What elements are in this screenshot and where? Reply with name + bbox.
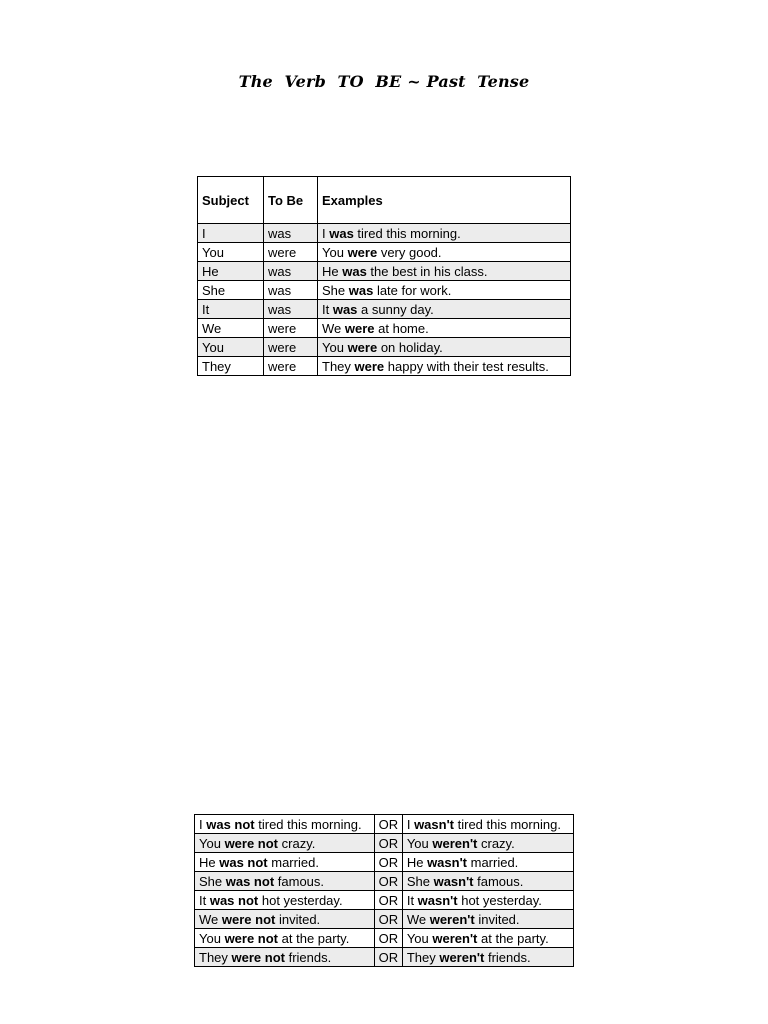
sentence-text: tired this morning. bbox=[254, 816, 362, 832]
sentence-text: He bbox=[199, 854, 220, 870]
full-negative-cell bbox=[195, 815, 375, 834]
page-title: The Verb TO BE ~ Past Tense bbox=[238, 72, 530, 91]
example-text: You bbox=[322, 339, 348, 355]
negative-verb: were not bbox=[224, 930, 279, 946]
table-row bbox=[195, 815, 574, 834]
or-cell: OR bbox=[375, 872, 403, 891]
table-row bbox=[195, 948, 574, 967]
example-verb: were bbox=[344, 320, 375, 336]
table-row bbox=[198, 319, 571, 338]
example-text: on holiday. bbox=[377, 339, 443, 355]
sentence-text: famous. bbox=[473, 873, 524, 889]
verb-cell: were bbox=[264, 243, 318, 262]
contracted-verb: weren't bbox=[429, 911, 475, 927]
sentence-text: He bbox=[406, 854, 428, 870]
contracted-verb: weren't bbox=[439, 949, 485, 965]
example-text: tired this morning. bbox=[353, 225, 461, 241]
sentence-text: You bbox=[406, 835, 433, 851]
full-negative-cell bbox=[195, 929, 375, 948]
verb-cell: were bbox=[264, 338, 318, 357]
contracted-verb: wasn't bbox=[414, 816, 454, 832]
example-text: late for work. bbox=[373, 282, 452, 298]
subject-cell: We bbox=[198, 319, 264, 338]
negative-verb: were not bbox=[221, 911, 276, 927]
sentence-text: You bbox=[199, 930, 225, 946]
negative-verb: were not bbox=[231, 949, 285, 965]
sentence-text: They bbox=[406, 949, 440, 965]
sentence-text: at the party. bbox=[477, 930, 549, 946]
example-cell bbox=[318, 224, 571, 243]
sentence-text: She bbox=[406, 873, 434, 889]
verb-cell: were bbox=[264, 357, 318, 376]
subject-cell: You bbox=[198, 338, 264, 357]
contracted-verb: wasn't bbox=[427, 854, 467, 870]
sentence-text: hot yesterday. bbox=[457, 892, 542, 908]
example-text: She bbox=[322, 282, 349, 298]
example-text: very good. bbox=[377, 244, 442, 260]
sentence-text: We bbox=[406, 911, 430, 927]
sentence-text: hot yesterday. bbox=[258, 892, 343, 908]
table-row bbox=[198, 338, 571, 357]
example-verb: were bbox=[347, 339, 378, 355]
table-row bbox=[195, 853, 574, 872]
example-cell bbox=[318, 262, 571, 281]
sentence-text: invited. bbox=[474, 911, 520, 927]
contracted-negative-cell bbox=[402, 853, 573, 872]
contracted-negative-cell bbox=[402, 891, 573, 910]
sentence-text: She bbox=[199, 873, 226, 889]
full-negative-cell bbox=[195, 834, 375, 853]
table-row bbox=[198, 262, 571, 281]
or-cell: OR bbox=[375, 815, 403, 834]
sentence-text: I bbox=[199, 816, 207, 832]
header-subject: Subject bbox=[198, 177, 264, 224]
example-text: It bbox=[322, 301, 333, 317]
example-verb: were bbox=[347, 244, 378, 260]
negative-forms-table bbox=[194, 814, 574, 967]
sentence-text: married. bbox=[467, 854, 519, 870]
or-cell: OR bbox=[375, 910, 403, 929]
table-row bbox=[195, 891, 574, 910]
subject-cell: I bbox=[198, 224, 264, 243]
table-row bbox=[198, 357, 571, 376]
example-verb: was bbox=[329, 225, 354, 241]
contracted-negative-cell bbox=[402, 872, 573, 891]
example-cell bbox=[318, 243, 571, 262]
table-row bbox=[195, 834, 574, 853]
sentence-text: crazy. bbox=[477, 835, 515, 851]
example-text: I bbox=[322, 225, 330, 241]
table-row bbox=[195, 872, 574, 891]
verb-cell: was bbox=[264, 262, 318, 281]
sentence-text: friends. bbox=[284, 949, 332, 965]
contracted-negative-cell bbox=[402, 834, 573, 853]
subject-cell: They bbox=[198, 357, 264, 376]
full-negative-cell bbox=[195, 910, 375, 929]
example-cell bbox=[318, 338, 571, 357]
example-verb: was bbox=[348, 282, 374, 298]
table-header-row bbox=[198, 177, 571, 224]
full-negative-cell bbox=[195, 853, 375, 872]
negative-verb: was not bbox=[225, 873, 275, 889]
or-cell: OR bbox=[375, 929, 403, 948]
example-text: They bbox=[322, 358, 355, 374]
full-negative-cell bbox=[195, 872, 375, 891]
sentence-text: It bbox=[406, 892, 418, 908]
verb-cell: were bbox=[264, 319, 318, 338]
sentence-text: They bbox=[199, 949, 232, 965]
subject-cell: You bbox=[198, 243, 264, 262]
table-row bbox=[195, 910, 574, 929]
sentence-text: You bbox=[199, 835, 225, 851]
or-cell: OR bbox=[375, 834, 403, 853]
negative-verb: were not bbox=[224, 835, 279, 851]
example-text: happy with their test results. bbox=[384, 358, 549, 374]
contracted-negative-cell bbox=[402, 910, 573, 929]
contracted-verb: wasn't bbox=[433, 873, 474, 889]
example-verb: were bbox=[354, 358, 385, 374]
example-cell bbox=[318, 319, 571, 338]
sentence-text: It bbox=[199, 892, 210, 908]
example-cell bbox=[318, 300, 571, 319]
contracted-verb: weren't bbox=[432, 835, 478, 851]
sentence-text: friends. bbox=[484, 949, 531, 965]
conjugation-table bbox=[197, 176, 571, 376]
sentence-text: invited. bbox=[275, 911, 321, 927]
sentence-text: I bbox=[406, 816, 415, 832]
sentence-text: You bbox=[406, 930, 433, 946]
example-text: the best in his class. bbox=[366, 263, 488, 279]
sentence-text: crazy. bbox=[278, 835, 316, 851]
example-text: at home. bbox=[374, 320, 429, 336]
negative-verb: was not bbox=[206, 816, 255, 832]
example-verb: was bbox=[332, 301, 358, 317]
header-to-be: To Be bbox=[264, 177, 318, 224]
example-text: We bbox=[322, 320, 345, 336]
verb-cell: was bbox=[264, 300, 318, 319]
contracted-negative-cell bbox=[402, 929, 573, 948]
sentence-text: tired this morning. bbox=[454, 816, 561, 832]
negative-verb: was not bbox=[219, 854, 268, 870]
negative-verb: was not bbox=[209, 892, 259, 908]
table-row bbox=[198, 281, 571, 300]
subject-cell: She bbox=[198, 281, 264, 300]
subject-cell: It bbox=[198, 300, 264, 319]
contracted-verb: wasn't bbox=[417, 892, 458, 908]
verb-cell: was bbox=[264, 281, 318, 300]
example-cell bbox=[318, 281, 571, 300]
contracted-verb: weren't bbox=[432, 930, 478, 946]
or-cell: OR bbox=[375, 891, 403, 910]
example-verb: was bbox=[342, 263, 367, 279]
full-negative-cell bbox=[195, 891, 375, 910]
or-cell: OR bbox=[375, 853, 403, 872]
sentence-text: married. bbox=[267, 854, 319, 870]
subject-cell: He bbox=[198, 262, 264, 281]
verb-cell: was bbox=[264, 224, 318, 243]
sentence-text: We bbox=[199, 911, 222, 927]
header-examples: Examples bbox=[318, 177, 571, 224]
table-row bbox=[198, 224, 571, 243]
sentence-text: at the party. bbox=[278, 930, 350, 946]
contracted-negative-cell bbox=[402, 815, 573, 834]
table-row bbox=[198, 300, 571, 319]
or-cell: OR bbox=[375, 948, 403, 967]
example-cell bbox=[318, 357, 571, 376]
table-row bbox=[198, 243, 571, 262]
example-text: a sunny day. bbox=[357, 301, 434, 317]
example-text: He bbox=[322, 263, 343, 279]
contracted-negative-cell bbox=[402, 948, 573, 967]
table-row bbox=[195, 929, 574, 948]
full-negative-cell bbox=[195, 948, 375, 967]
sentence-text: famous. bbox=[274, 873, 325, 889]
example-text: You bbox=[322, 244, 348, 260]
